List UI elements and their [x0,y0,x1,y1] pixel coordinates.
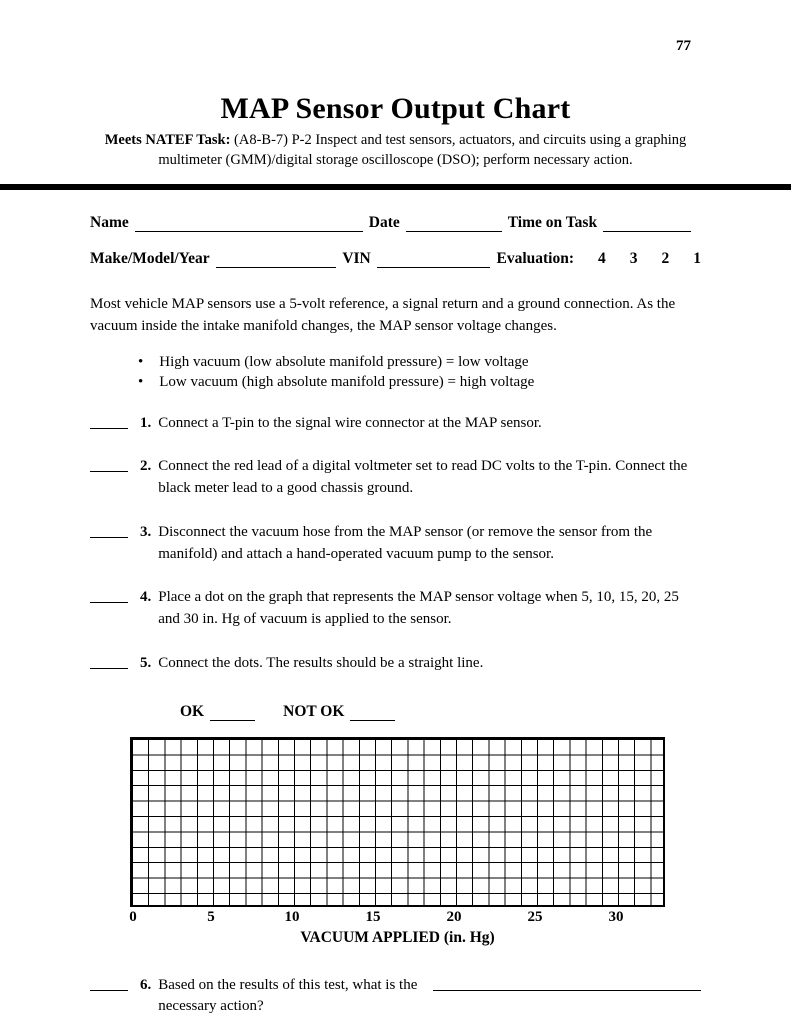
date-label: Date [368,214,400,231]
name-label: Name [90,214,129,231]
step-5 [90,653,701,675]
natef-task-label: Meets NATEF Task: [104,132,231,148]
x-tick-20: 20 [446,908,462,925]
evaluation-value-2: 2 [661,250,670,267]
step-5-number: 5. [140,654,152,671]
step-3 [90,522,701,566]
step-6 [90,975,701,1019]
chart-grid [130,737,665,907]
evaluation-value-3: 3 [629,250,638,267]
step-3-checkoff-blank [90,522,128,538]
x-tick-15: 15 [365,908,381,925]
x-axis-ticks [130,907,665,927]
step-1 [90,413,701,435]
bullet-icon [138,374,143,391]
x-tick-30: 30 [608,908,624,925]
bullet-icon [138,354,143,371]
vin-blank [377,252,491,268]
x-tick-0: 0 [129,908,137,925]
ok-blank [210,705,255,721]
bullet-text-high-vacuum: High vacuum (low absolute manifold pressure) = low voltage [159,353,529,370]
x-tick-5: 5 [207,908,215,925]
date-blank [406,216,502,232]
step-6-text: Based on the results of this test, what is the necessary action? [158,976,418,1015]
page-title: MAP Sensor Output Chart [220,92,571,125]
step-2-number: 2. [140,458,152,475]
step-6-answer-blank [433,975,701,991]
ok-label: OK [180,702,205,720]
list-item [138,374,701,391]
step-6-number: 6. [140,976,152,993]
step-2 [90,456,701,500]
step-2-text: Connect the red lead of a digital voltmeter set to read DC volts to the T-pin. Connect the black meter lead to a good chassis ground. [158,458,688,496]
vin-label: VIN [342,250,371,267]
step-4-checkoff-blank [90,587,128,603]
step-3-number: 3. [140,523,152,540]
x-tick-10: 10 [284,908,300,925]
evaluation-label: Evaluation: [496,250,574,267]
time-on-task-label: Time on Task [507,214,598,231]
step-4-text: Place a dot on the graph that represents the MAP sensor voltage when 5, 10, 15, 20, 25 and 30 in. Hg of vacuum is applied to the sensor. [158,589,679,627]
divider-rule [0,184,791,190]
time-on-task-blank [603,216,691,232]
evaluation-value-1: 1 [693,250,701,267]
step-1-text: Connect a T-pin to the signal wire connector at the MAP sensor. [158,414,542,431]
header [0,0,791,170]
content [0,214,791,1024]
step-1-checkoff-blank [90,413,128,429]
x-tick-25: 25 [527,908,543,925]
natef-task-text: (A8-B-7) P-2 Inspect and test sensors, actuators, and circuits using a graphing multimeter (GMM)/digital storage oscilloscope (DSO); perform necessary action. [158,132,687,168]
form-line-vehicle [90,250,701,268]
make-model-year-label: Make/Model/Year [90,250,210,267]
list-item [138,354,701,371]
page-number: 77 [676,38,691,54]
name-blank [135,216,363,232]
step-5-text: Connect the dots. The results should be a straight line. [158,654,484,671]
not-ok-blank [350,705,395,721]
step-5-checkoff-blank [90,653,128,669]
intro-paragraph: Most vehicle MAP sensors use a 5-volt reference, a signal return and a ground connection. As the vacuum inside the intake manifold changes, the MAP sensor voltage changes. [90,296,676,334]
make-model-year-blank [216,252,337,268]
bullet-list [138,354,701,391]
step-4-number: 4. [140,589,152,606]
map-sensor-chart [90,737,701,947]
step-4 [90,587,701,631]
step-3-text: Disconnect the vacuum hose from the MAP sensor (or remove the sensor from the manifold) and attach a hand-operated vacuum pump to the sensor. [158,523,653,562]
step-1-number: 1. [140,414,152,431]
step-6-checkoff-blank [90,975,128,991]
form-line-name [90,214,701,232]
natef-task-line [96,130,696,170]
x-axis-label: VACUUM APPLIED (in. Hg) [300,928,495,946]
evaluation-value-4: 4 [598,250,606,267]
bullet-text-low-vacuum: Low vacuum (high absolute manifold pressure) = high voltage [159,373,535,390]
not-ok-label: NOT OK [283,702,345,720]
step-2-checkoff-blank [90,456,128,472]
ok-result-line [180,703,701,721]
